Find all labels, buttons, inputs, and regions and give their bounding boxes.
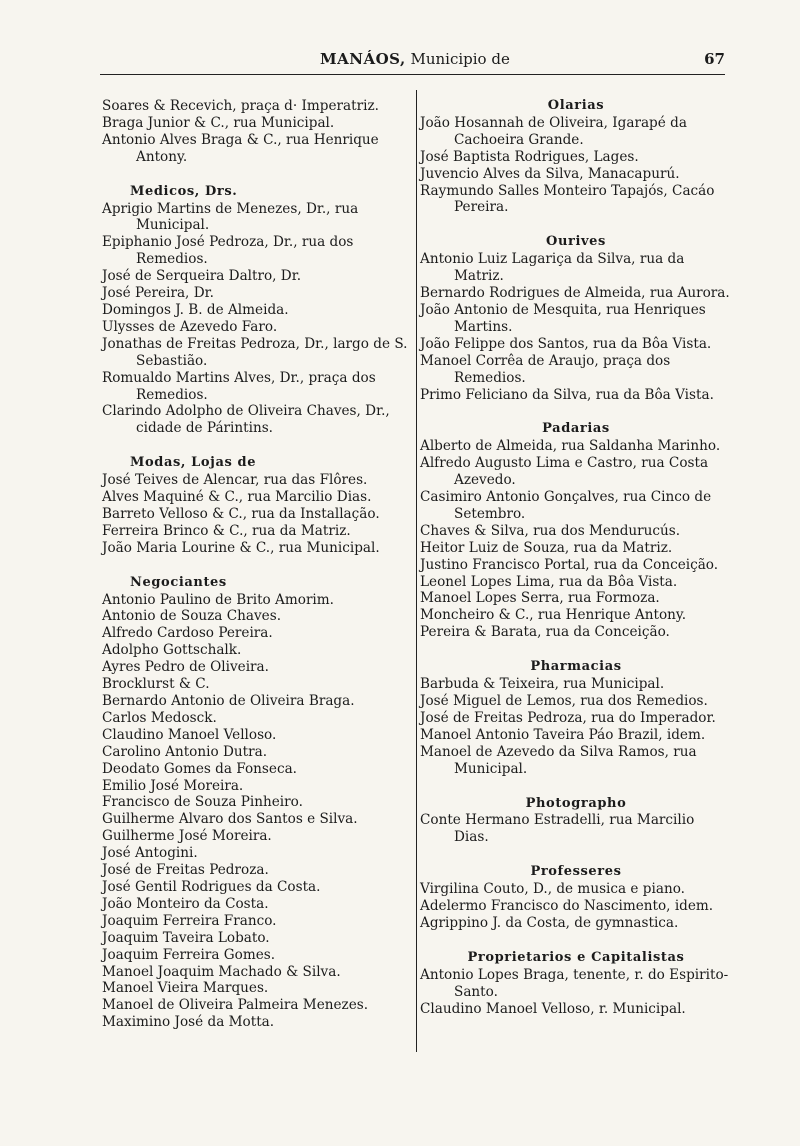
section-heading: Medicos, Drs. [130, 183, 238, 199]
column-divider [416, 90, 417, 1052]
directory-section [420, 659, 732, 777]
directory-entry: Ferreira Brinco & C., rua da Matriz. [102, 522, 351, 539]
directory-entry: Primo Feliciano da Silva, rua da Bôa Vista. [420, 386, 714, 403]
directory-entry: Ayres Pedro de Oliveira. [102, 659, 269, 676]
directory-section [102, 575, 412, 1031]
directory-entry: Chaves & Silva, rua dos Mendurucús. [420, 522, 681, 539]
directory-entry: Ulysses de Azevedo Faro. [102, 318, 278, 335]
section-heading: Professeres [530, 864, 622, 880]
directory-entry: Alberto de Almeida, rua Saldanha Marinho. [420, 438, 721, 455]
directory-entry: Clarindo Adolpho de Oliveira Chaves, Dr., cidade de Párintins. [102, 403, 390, 437]
directory-entry: Conte Hermano Estradelli, rua Marcilio Dias. [420, 812, 695, 846]
directory-entry: Aprigio Martins de Menezes, Dr., rua Municipal. [102, 200, 359, 234]
directory-entry: José de Freitas Pedroza. [102, 862, 269, 879]
directory-entry: Manoel Corrêa de Araujo, praça dos Remedios. [420, 352, 671, 386]
directory-entry: Maximino José da Motta. [102, 1014, 275, 1031]
directory-entry: Manoel de Azevedo da Silva Ramos, rua Municipal. [420, 743, 697, 777]
city-name: MANÁOS, [320, 50, 406, 68]
left-column [102, 98, 412, 1049]
directory-entry: Guilherme Alvaro dos Santos e Silva. [102, 811, 358, 828]
directory-entry: João Hosannah de Oliveira, Igarapé da Cachoeira Grande. [420, 114, 687, 148]
directory-section [420, 950, 732, 1018]
directory-entry: Deodato Gomes da Fonseca. [102, 760, 297, 777]
section-heading: Modas, Lojas de [130, 455, 257, 471]
directory-entry: Pereira & Barata, rua da Conceição. [420, 624, 670, 641]
directory-entry: Juvencio Alves da Silva, Manacapurú. [420, 165, 680, 182]
directory-entry: José Teives de Alencar, rua das Flôres. [102, 472, 368, 489]
directory-entry: Adolpho Gottschalk. [102, 642, 242, 659]
directory-entry: Joaquim Taveira Lobato. [102, 929, 270, 946]
directory-entry: Antonio Luiz Lagariça da Silva, rua da Matriz. [420, 251, 685, 285]
directory-entry: José Miguel de Lemos, rua dos Remedios. [420, 693, 708, 709]
directory-entry: Manoel Lopes Serra, rua Formoza. [420, 590, 660, 607]
section-heading: Ourives [546, 234, 606, 250]
running-subtitle: Municipio de [410, 50, 510, 68]
directory-entry: Carolino Antonio Dutra. [102, 743, 268, 760]
directory-entry: Agrippino J. da Costa, de gymnastica. [420, 914, 679, 931]
directory-section [102, 184, 412, 438]
directory-entry: Justino Francisco Portal, rua da Conceição. [420, 556, 719, 573]
directory-entry: Antonio Alves Braga & C., rua Henrique Antony. [102, 131, 379, 165]
section-heading: Olarias [547, 98, 605, 113]
directory-entry: Manoel Vieira Marques. [102, 980, 269, 997]
directory-entry: Carlos Medosck. [102, 709, 217, 726]
directory-entry: João Monteiro da Costa. [102, 895, 269, 912]
directory-entry: Leonel Lopes Lima, rua da Bôa Vista. [420, 573, 678, 590]
right-column [420, 98, 732, 1036]
directory-entry: Brocklurst & C. [102, 676, 210, 693]
page-number: 67 [704, 50, 725, 68]
directory-entry: José de Serqueira Daltro, Dr. [102, 268, 302, 285]
directory-entry: Manoel de Oliveira Palmeira Menezes. [102, 997, 369, 1014]
running-title [320, 50, 510, 68]
directory-entry: Antonio Lopes Braga, tenente, r. do Espirito-Santo. [420, 966, 729, 1000]
directory-entry: Moncheiro & C., rua Henrique Antony. [420, 607, 687, 624]
page-header [100, 50, 725, 75]
directory-section [420, 864, 732, 932]
directory-section [102, 455, 412, 556]
directory-entry: Adelermo Francisco do Nascimento, idem. [420, 898, 714, 915]
directory-entry: Antonio de Souza Chaves. [102, 608, 282, 625]
section-heading: Negociantes [130, 574, 227, 590]
directory-entry: Raymundo Salles Monteiro Tapajós, Cacáo Pereira. [420, 182, 715, 216]
section-heading: Photographo [525, 795, 627, 811]
directory-entry: José Baptista Rodrigues, Lages. [420, 148, 639, 165]
directory-entry: Alves Maquiné & C., rua Marcilio Dias. [102, 489, 372, 506]
section-heading: Proprietarios e Capitalistas [467, 949, 685, 965]
section-heading: Padarias [542, 421, 610, 437]
directory-entry: Antonio Paulino de Brito Amorim. [102, 591, 334, 608]
directory-entry: Domingos J. B. de Almeida. [102, 301, 289, 318]
directory-section [420, 796, 732, 847]
directory-entry: Alfredo Augusto Lima e Castro, rua Costa Azevedo. [420, 455, 709, 489]
directory-entry: Romualdo Martins Alves, Dr., praça dos Remedios. [102, 369, 376, 403]
directory-entry: Joaquim Ferreira Franco. [102, 912, 277, 929]
directory-entry: João Antonio de Mesquita, rua Henriques Martins. [420, 301, 706, 335]
directory-entry: Emilio José Moreira. [102, 777, 244, 794]
directory-entry: Soares & Recevich, praça d· Imperatriz. [102, 98, 379, 114]
directory-entry: Alfredo Cardoso Pereira. [102, 625, 273, 642]
directory-entry: Jonathas de Freitas Pedroza, Dr., largo de S. Sebastião. [102, 335, 408, 369]
directory-entry: Barbuda & Teixeira, rua Municipal. [420, 676, 665, 693]
directory-entry: Heitor Luiz de Souza, rua da Matriz. [420, 539, 673, 556]
directory-entry: José Gentil Rodrigues da Costa. [102, 878, 321, 895]
directory-entry: João Felippe dos Santos, rua da Bôa Vista. [420, 335, 712, 352]
directory-entry: João Maria Lourine & C., rua Municipal. [102, 539, 380, 556]
directory-section [420, 234, 732, 403]
directory-entry: Manoel Joaquim Machado & Silva. [102, 963, 341, 980]
directory-entry: José Pereira, Dr. [102, 285, 214, 302]
directory-section [420, 421, 732, 641]
directory-entry: Braga Junior & C., rua Municipal. [102, 114, 335, 131]
directory-entry: Claudino Manoel Velloso. [102, 726, 277, 743]
directory-entry: Bernardo Rodrigues de Almeida, rua Aurora. [420, 285, 730, 302]
directory-entry: Bernardo Antonio de Oliveira Braga. [102, 693, 355, 709]
directory-entry: Guilherme José Moreira. [102, 828, 272, 845]
directory-entry: Barreto Velloso & C., rua da Installação. [102, 505, 380, 522]
directory-entry: Claudino Manoel Velloso, r. Municipal. [420, 1000, 686, 1017]
directory-entry: Virgilina Couto, D., de musica e piano. [420, 881, 685, 898]
directory-section [420, 98, 732, 216]
directory-entry: Casimiro Antonio Gonçalves, rua Cinco de Setembro. [420, 489, 712, 522]
directory-entry: Epiphanio José Pedroza, Dr., rua dos Remedios. [102, 234, 354, 268]
directory-entry: José de Freitas Pedroza, rua do Imperador. [420, 709, 716, 726]
directory-entry: Manoel Antonio Taveira Páo Brazil, idem. [420, 726, 706, 743]
directory-entry: José Antogini. [102, 845, 198, 862]
directory-section [102, 98, 412, 166]
directory-entry: Francisco de Souza Pinheiro. [102, 794, 303, 811]
section-heading: Pharmacias [530, 659, 622, 675]
directory-entry: Joaquim Ferreira Gomes. [102, 946, 276, 963]
